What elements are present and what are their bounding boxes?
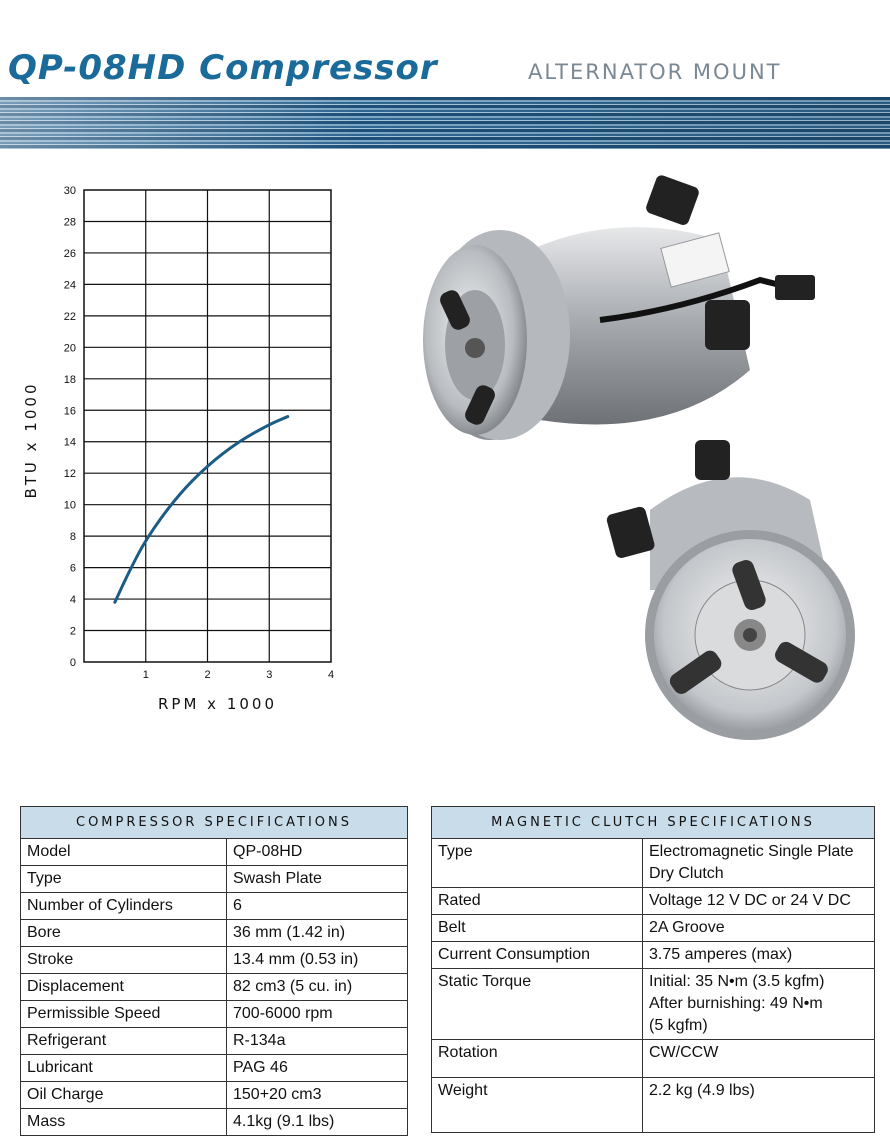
spec-label: Static Torque: [432, 969, 643, 1040]
spec-value: [643, 915, 875, 942]
spec-value-line: Voltage 12 V DC or 24 V DC: [649, 892, 851, 909]
y-tick-label: 4: [69, 594, 76, 607]
spec-value: [643, 942, 875, 969]
spec-label: Rotation: [432, 1040, 643, 1078]
spec-label: Rated: [432, 888, 643, 915]
y-tick-label: 0: [69, 657, 76, 669]
table-row: [432, 942, 875, 969]
y-tick-label: 12: [63, 468, 76, 481]
spec-label: Mass: [21, 1109, 227, 1136]
table-row: [21, 1055, 408, 1082]
header: [0, 40, 890, 100]
clutch-specs-body: [432, 839, 875, 1133]
x-tick-label: 4: [327, 669, 335, 681]
y-tick-label: 14: [63, 436, 76, 449]
table-row: [21, 947, 408, 974]
x-tick-label: 1: [142, 669, 149, 681]
spec-value: QP-08HD: [227, 839, 408, 866]
y-tick-label: 6: [69, 562, 76, 575]
table-row: [432, 888, 875, 915]
spec-value: PAG 46: [227, 1055, 408, 1082]
y-axis-label: BTU x 1000: [22, 381, 40, 499]
spec-value-line: 3.75 amperes (max): [649, 946, 793, 963]
series-line: [115, 417, 288, 603]
spec-value-line: After burnishing: 49 N•m: [649, 995, 823, 1012]
spec-value-line: Electromagnetic Single Plate: [649, 843, 854, 860]
spec-value: 4.1kg (9.1 lbs): [227, 1109, 408, 1136]
spec-value: [643, 1040, 875, 1078]
spec-value: 150+20 cm3: [227, 1082, 408, 1109]
y-tick-label: 2: [69, 625, 76, 638]
compressor-specs-table: [20, 806, 408, 1136]
spec-label: Number of Cylinders: [21, 893, 227, 920]
spec-label: Model: [21, 839, 227, 866]
spec-value-line: 2.2 kg (4.9 lbs): [649, 1082, 755, 1099]
y-tick-label: 18: [63, 373, 76, 386]
table-row: [21, 1082, 408, 1109]
page-title: QP-08HD Compressor: [8, 48, 438, 88]
spec-value-line: Initial: 35 N•m (3.5 kgfm): [649, 973, 825, 990]
spec-value: R-134a: [227, 1028, 408, 1055]
spec-label: Weight: [432, 1078, 643, 1133]
spec-value: Swash Plate: [227, 866, 408, 893]
spec-label: Lubricant: [21, 1055, 227, 1082]
table-row: [21, 893, 408, 920]
spec-value: [643, 1078, 875, 1133]
spec-value: 36 mm (1.42 in): [227, 920, 408, 947]
table-row: [432, 915, 875, 942]
spec-value-line: (5 kgfm): [649, 1017, 708, 1034]
spec-label: Permissible Speed: [21, 1001, 227, 1028]
spec-value: 6: [227, 893, 408, 920]
y-tick-label: 26: [63, 247, 76, 260]
table-row: [432, 839, 875, 888]
table-row: [21, 1028, 408, 1055]
table-row: [432, 969, 875, 1040]
spec-value: 700-6000 rpm: [227, 1001, 408, 1028]
spec-value: [643, 888, 875, 915]
table-row: [432, 1078, 875, 1133]
y-tick-label: 20: [63, 342, 76, 355]
spec-label: Bore: [21, 920, 227, 947]
clutch-specs-title: MAGNETIC CLUTCH SPECIFICATIONS: [432, 807, 875, 839]
spec-value-line: 2A Groove: [649, 919, 725, 936]
header-stripes: [0, 97, 890, 149]
table-row: [21, 839, 408, 866]
table-row: [432, 1040, 875, 1078]
spec-value-line: CW/CCW: [649, 1044, 719, 1061]
clutch-specs-table: [431, 806, 875, 1133]
y-tick-label: 24: [63, 279, 76, 292]
y-tick-label: 16: [63, 405, 76, 418]
y-tick-label: 28: [63, 216, 76, 229]
spec-value: [643, 969, 875, 1040]
spec-label: Oil Charge: [21, 1082, 227, 1109]
table-row: [21, 920, 408, 947]
spec-label: Current Consumption: [432, 942, 643, 969]
spec-value: 13.4 mm (0.53 in): [227, 947, 408, 974]
y-tick-label: 22: [63, 310, 76, 323]
table-row: [21, 1001, 408, 1028]
spec-label: Displacement: [21, 974, 227, 1001]
spec-value-line: Dry Clutch: [649, 865, 724, 882]
spec-label: Refrigerant: [21, 1028, 227, 1055]
table-row: [21, 1109, 408, 1136]
y-tick-label: 8: [69, 531, 76, 544]
x-tick-label: 2: [204, 669, 211, 681]
spec-label: Type: [432, 839, 643, 888]
spec-label: Belt: [432, 915, 643, 942]
compressor-specs-title: COMPRESSOR SPECIFICATIONS: [21, 807, 408, 839]
y-tick-label: 10: [63, 499, 76, 512]
spec-label: Type: [21, 866, 227, 893]
compressor-specs-body: [21, 839, 408, 1136]
spec-value: 82 cm3 (5 cu. in): [227, 974, 408, 1001]
x-axis-label: RPM x 1000: [158, 695, 277, 713]
spec-value: [643, 839, 875, 888]
table-row: [21, 974, 408, 1001]
page-subtitle: ALTERNATOR MOUNT: [528, 60, 782, 84]
y-tick-label: 30: [63, 185, 76, 197]
btu-rpm-chart: [0, 170, 360, 730]
x-tick-label: 3: [266, 669, 273, 681]
table-row: [21, 866, 408, 893]
compressor-photo-side: [420, 170, 840, 470]
compressor-photo-front: [590, 430, 860, 750]
spec-label: Stroke: [21, 947, 227, 974]
